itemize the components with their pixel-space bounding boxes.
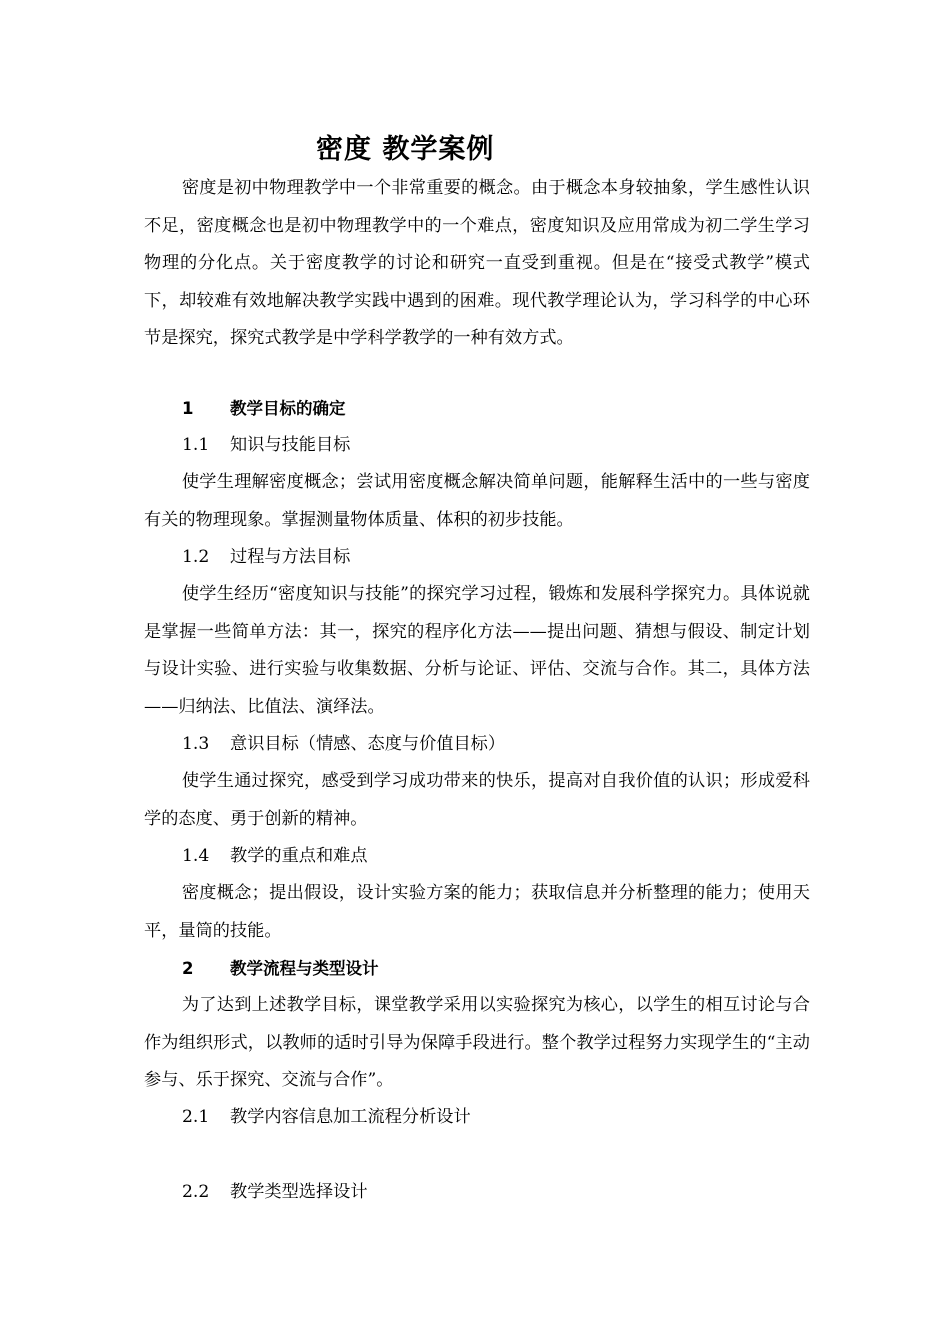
section-2-1-number: 2.1 — [182, 1107, 210, 1127]
section-1-4-body: 密度概念；提出假设，设计实验方案的能力；获取信息并分析整理的能力；使用天平，量筒的技能。 — [144, 883, 810, 941]
section-1-3-title: 意识目标（情感、态度与价值目标） — [230, 734, 506, 754]
section-2-title: 教学流程与类型设计 — [230, 959, 379, 978]
section-1-3-number: 1.3 — [182, 734, 210, 754]
section-1-2-heading — [182, 539, 350, 577]
section-2-2-heading — [182, 1174, 368, 1212]
intro-paragraph: 密度是初中物理教学中一个非常重要的概念。由于概念本身较抽象，学生感性认识不足，密度概念也是初中物理教学中的一个难点，密度知识及应用常成为初二学生学习物理的分化点。关于密度教学的讨论和研究一直受到重视。但是在“接受式教学”模式下，却较难有效地解决教学实践中遇到的困难。现代教学理论认为，学习科学的中心环节是探究，探究式教学是中学科学教学的一种有效方式。 — [144, 178, 810, 348]
section-1-4-title: 教学的重点和难点 — [230, 846, 368, 866]
section-2-2-title: 教学类型选择设计 — [230, 1182, 368, 1202]
section-1-4-number: 1.4 — [182, 846, 210, 866]
section-1-heading — [182, 390, 346, 428]
section-1-4-heading — [182, 838, 368, 876]
section-1-3-body: 使学生通过探究，感受到学习成功带来的快乐，提高对自我价值的认识；形成爱科学的态度、勇于创新的精神。 — [144, 771, 810, 829]
section-2-2-number: 2.2 — [182, 1182, 210, 1202]
section-1-2-body: 使学生经历“密度知识与技能”的探究学习过程，锻炼和发展科学探究力。具体说就是掌握一些简单方法：其一，探究的程序化方法——提出问题、猜想与假设、制定计划与设计实验、进行实验与收集数据、分析与论证、评估、交流与合作。其二，具体方法——归纳法、比值法、演绎法。 — [144, 584, 810, 717]
section-1-1-title: 知识与技能目标 — [230, 435, 351, 455]
document-title: 密度 教学案例 — [316, 134, 495, 165]
section-1-2-title: 过程与方法目标 — [230, 547, 351, 567]
section-2-1-title: 教学内容信息加工流程分析设计 — [230, 1107, 471, 1127]
section-1-1-heading — [182, 427, 350, 465]
section-1-title: 教学目标的确定 — [230, 399, 346, 418]
section-2-1-heading — [182, 1099, 471, 1137]
section-1-1-body: 使学生理解密度概念；尝试用密度概念解决简单问题，能解释生活中的一些与密度有关的物理现象。掌握测量物体质量、体积的初步技能。 — [144, 472, 810, 530]
section-1-number: 1 — [182, 399, 194, 418]
section-1-2-number: 1.2 — [182, 547, 210, 567]
section-1-1-number: 1.1 — [182, 435, 210, 455]
section-1-3-heading — [182, 726, 505, 764]
section-2-number: 2 — [182, 959, 194, 978]
section-2-body: 为了达到上述教学目标，课堂教学采用以实验探究为核心，以学生的相互讨论与合作为组织形式，以教师的适时引导为保障手段进行。整个教学过程努力实现学生的“主动参与、乐于探究、交流与合作”。 — [144, 995, 810, 1090]
section-2-heading — [182, 950, 379, 988]
